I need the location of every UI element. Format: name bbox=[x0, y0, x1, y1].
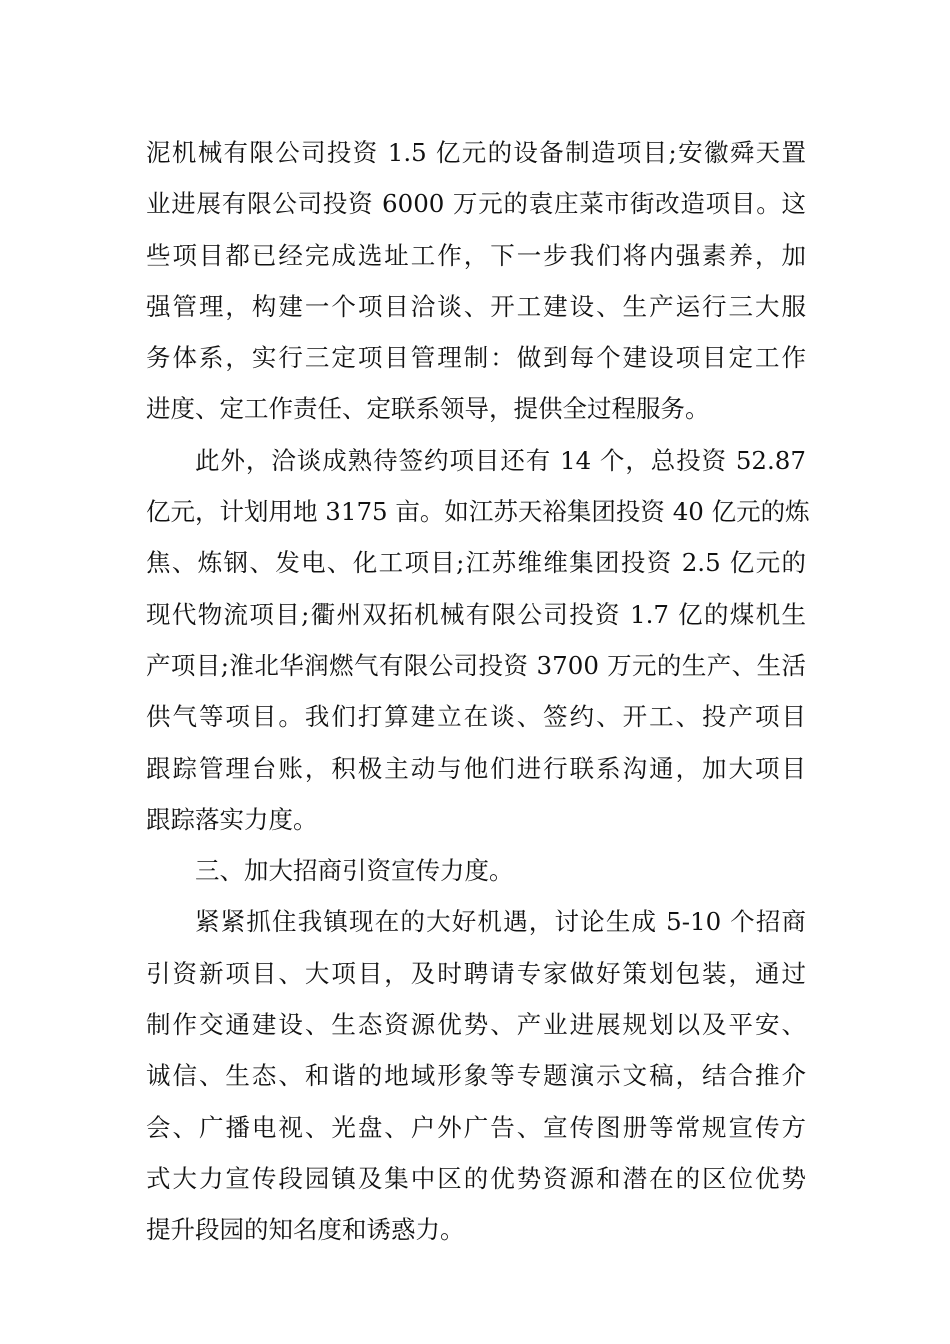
text-line: 跟踪管理台账，积极主动与他们进行联系沟通，加大项目 bbox=[146, 753, 806, 783]
text-line: 紧紧抓住我镇现在的大好机遇，讨论生成 5-10 个招商 bbox=[195, 907, 806, 937]
text-line: 务体系，实行三定项目管理制：做到每个建设项目定工作 bbox=[146, 343, 806, 373]
text-line: 亿元，计划用地 3175 亩。如江苏天裕集团投资 40 亿元的炼 bbox=[146, 497, 810, 527]
text-line: 跟踪落实力度。 bbox=[146, 804, 318, 834]
text-line: 会、广播电视、光盘、户外广告、宣传图册等常规宣传方 bbox=[146, 1112, 806, 1142]
text-line: 焦、炼钢、发电、化工项目;江苏维维集团投资 2.5 亿元的 bbox=[146, 548, 806, 578]
text-line: 式大力宣传段园镇及集中区的优势资源和潜在的区位优势 bbox=[146, 1163, 806, 1193]
text-line: 制作交通建设、生态资源优势、产业进展规划以及平安、 bbox=[146, 1010, 806, 1040]
text-line: 三、加大招商引资宣传力度。 bbox=[195, 856, 514, 886]
text-line: 泥机械有限公司投资 1.5 亿元的设备制造项目;安徽舜天置 bbox=[146, 138, 806, 167]
text-line: 引资新项目、大项目，及时聘请专家做好策划包装，通过 bbox=[146, 958, 806, 988]
text-line: 业进展有限公司投资 6000 万元的袁庄菜市街改造项目。这 bbox=[146, 189, 806, 219]
text-line: 些项目都已经完成选址工作，下一步我们将内强素养，加 bbox=[146, 240, 806, 270]
text-line: 供气等项目。我们打算建立在谈、签约、开工、投产项目 bbox=[146, 702, 806, 732]
text-line: 进度、定工作责任、定联系领导，提供全过程服务。 bbox=[146, 394, 710, 424]
text-line: 产项目;淮北华润燃气有限公司投资 3700 万元的生产、生活 bbox=[146, 650, 806, 680]
text-line: 提升段园的知名度和诱惑力。 bbox=[146, 1215, 465, 1245]
text-line: 强管理，构建一个项目洽谈、开工建设、生产运行三大服 bbox=[146, 291, 806, 321]
text-line: 诚信、生态、和谐的地域形象等专题演示文稿，结合推介 bbox=[146, 1061, 806, 1091]
text-line: 此外，洽谈成熟待签约项目还有 14 个，总投资 52.87 bbox=[195, 445, 806, 475]
text-line: 现代物流项目;衢州双拓机械有限公司投资 1.7 亿的煤机生 bbox=[146, 599, 806, 629]
body-text bbox=[146, 127, 810, 1256]
